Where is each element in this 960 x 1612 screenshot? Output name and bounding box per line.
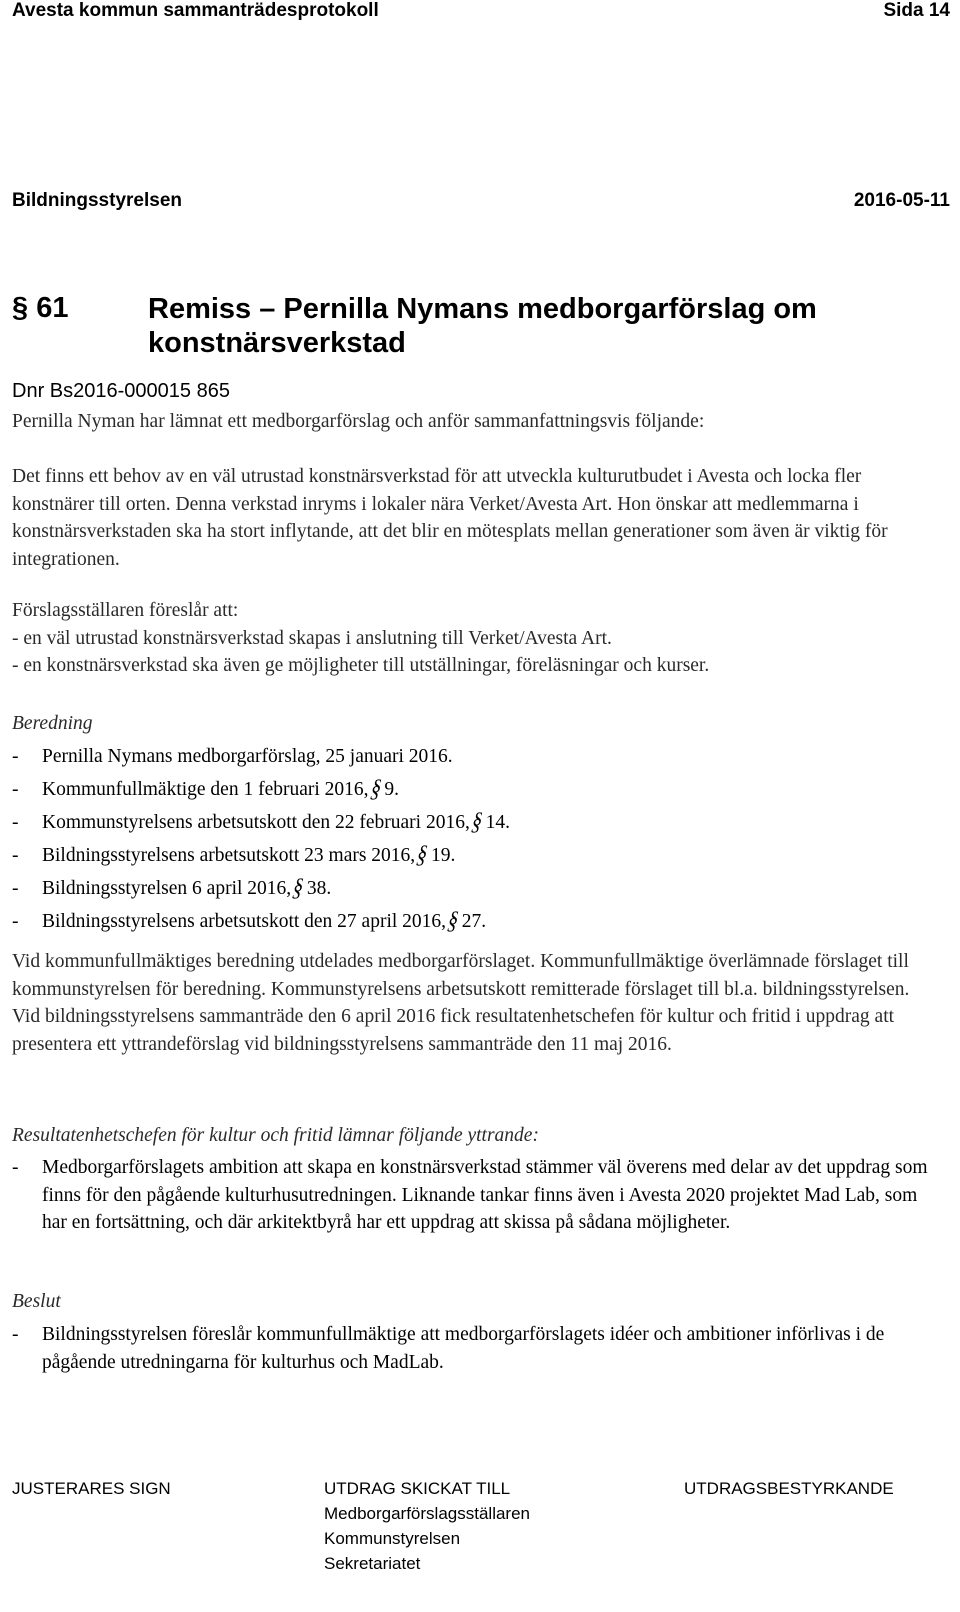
list-dash: - <box>12 812 19 833</box>
diary-number: Dnr Bs2016-000015 865 <box>12 380 230 402</box>
decision-item <box>12 1321 932 1376</box>
section-sign: § <box>446 907 460 936</box>
recipient-item: Medborgarförslagsställaren <box>324 1504 530 1523</box>
list-item-ref: 9. <box>384 779 399 800</box>
section-sign: § <box>469 808 484 837</box>
list-item-ref: 38. <box>306 878 332 899</box>
document-title: Avesta kommun sammanträdesprotokoll <box>12 0 379 21</box>
justerares-sign-label: JUSTERARES SIGN <box>12 1479 171 1498</box>
list-item-text: Kommunstyrelsens arbetsutskott den 22 februari 2016, <box>42 812 470 833</box>
section-sign: § <box>12 292 29 324</box>
list-item <box>12 839 932 872</box>
page-header <box>12 0 950 24</box>
list-item <box>12 905 932 938</box>
statement-heading: Resultatenhetschefen för kultur och fritid lämnar följande yttrande: <box>12 1125 539 1146</box>
proposes-heading: Förslagsställaren föreslår att: <box>12 600 239 621</box>
decision-text: Bildningsstyrelsen föreslår kommunfullmäktige att medborgarförslagets idéer och ambitioner införlivas i de pågående utredningarna för kulturhus och MadLab. <box>42 1324 885 1373</box>
list-item-ref: 14. <box>485 812 510 833</box>
section-sign: § <box>368 775 383 804</box>
summary-paragraph: Det finns ett behov av en väl utrustad konstnärsverkstad för att utveckla kulturutbudet i Avesta och locka fler konstnärer till orten. Denna verkstad inryms i lokaler nära Verket/Avesta Art. Hon önskar att medlemmarna i konstnärsverkstaden ska ha stort inflytande, att det blir en mötesplats mellan generationer som även är viktig för integrationen. <box>12 466 888 570</box>
page-number: Sida 14 <box>883 0 950 21</box>
list-item-text: Bildningsstyrelsen 6 april 2016, <box>42 878 292 899</box>
statement-item <box>12 1154 932 1237</box>
list-item-text: Kommunfullmäktige den 1 februari 2016, <box>42 779 369 800</box>
beslut-heading: Beslut <box>12 1291 61 1312</box>
distribution-block <box>324 1476 530 1576</box>
preparation-paragraph: Vid kommunfullmäktiges beredning utdelades medborgarförslaget. Kommunfullmäktige överlämnade förslaget till kommunstyrelsen för beredning. Kommunstyrelsens arbetsutskott remitterade förslaget till bl.a. bildningsstyrelsen. Vid bildningsstyrelsens sammanträde den 6 april 2016 fick resultatenhetschefen för kultur och fritid i uppdrag att presentera ett yttrandeförslag vid bildningsstyrelsens sammanträde den 11 maj 2016. <box>12 951 910 1055</box>
section-sign: § <box>291 874 305 903</box>
recipient-item: Sekretariatet <box>324 1554 421 1573</box>
board-name: Bildningsstyrelsen <box>12 190 182 211</box>
list-item <box>12 773 932 806</box>
intro-paragraph: Pernilla Nyman har lämnat ett medborgarförslag och anför sammanfattningsvis följande: <box>12 411 705 432</box>
list-dash: - <box>12 911 19 932</box>
proposal-item: - en konstnärsverkstad ska även ge möjligheter till utställningar, föreläsningar och kurser. <box>12 655 710 676</box>
list-dash: - <box>12 746 19 767</box>
beredning-heading: Beredning <box>12 713 93 734</box>
list-item <box>12 872 932 905</box>
section-sign: § <box>415 841 429 870</box>
list-item <box>12 806 932 839</box>
proposal-item: - en väl utrustad konstnärsverkstad skapas i anslutning till Verket/Avesta Art. <box>12 628 612 649</box>
list-dash: - <box>12 878 19 899</box>
utdragsbestyrkande-label: UTDRAGSBESTYRKANDE <box>684 1479 894 1498</box>
list-item-text: Bildningsstyrelsens arbetsutskott den 27 april 2016, <box>42 911 447 932</box>
meeting-header <box>12 190 950 214</box>
list-dash: - <box>12 845 19 866</box>
section-number <box>12 292 68 325</box>
list-item-text: Pernilla Nymans medborgarförslag, 25 januari 2016. <box>42 746 453 767</box>
list-dash: - <box>12 1324 19 1345</box>
recipient-item: Kommunstyrelsen <box>324 1529 461 1548</box>
section-number-value: 61 <box>36 292 69 324</box>
list-item <box>12 740 932 773</box>
list-item-ref: 19. <box>430 845 456 866</box>
meeting-date: 2016-05-11 <box>853 190 950 211</box>
list-dash: - <box>12 1157 19 1178</box>
list-item-text: Bildningsstyrelsens arbetsutskott 23 mars 2016, <box>42 845 416 866</box>
utdrag-skickat-label: UTDRAG SKICKAT TILL <box>324 1479 511 1498</box>
beredning-list <box>12 740 932 938</box>
list-item-ref: 27. <box>461 911 487 932</box>
statement-text: Medborgarförslagets ambition att skapa en konstnärsverkstad stämmer väl överens med delar av det uppdrag som finns för den pågående kulturhusutredningen. Liknande tankar finns även i Avesta 2020 projektet Mad Lab, som har en fortsättning, och där arkitektbyrå har ett uppdrag att skissa på sådana möjligheter. <box>42 1157 928 1233</box>
list-dash: - <box>12 779 19 800</box>
section-title: Remiss – Pernilla Nymans medborgarförslag om konstnärsverkstad <box>148 293 817 359</box>
